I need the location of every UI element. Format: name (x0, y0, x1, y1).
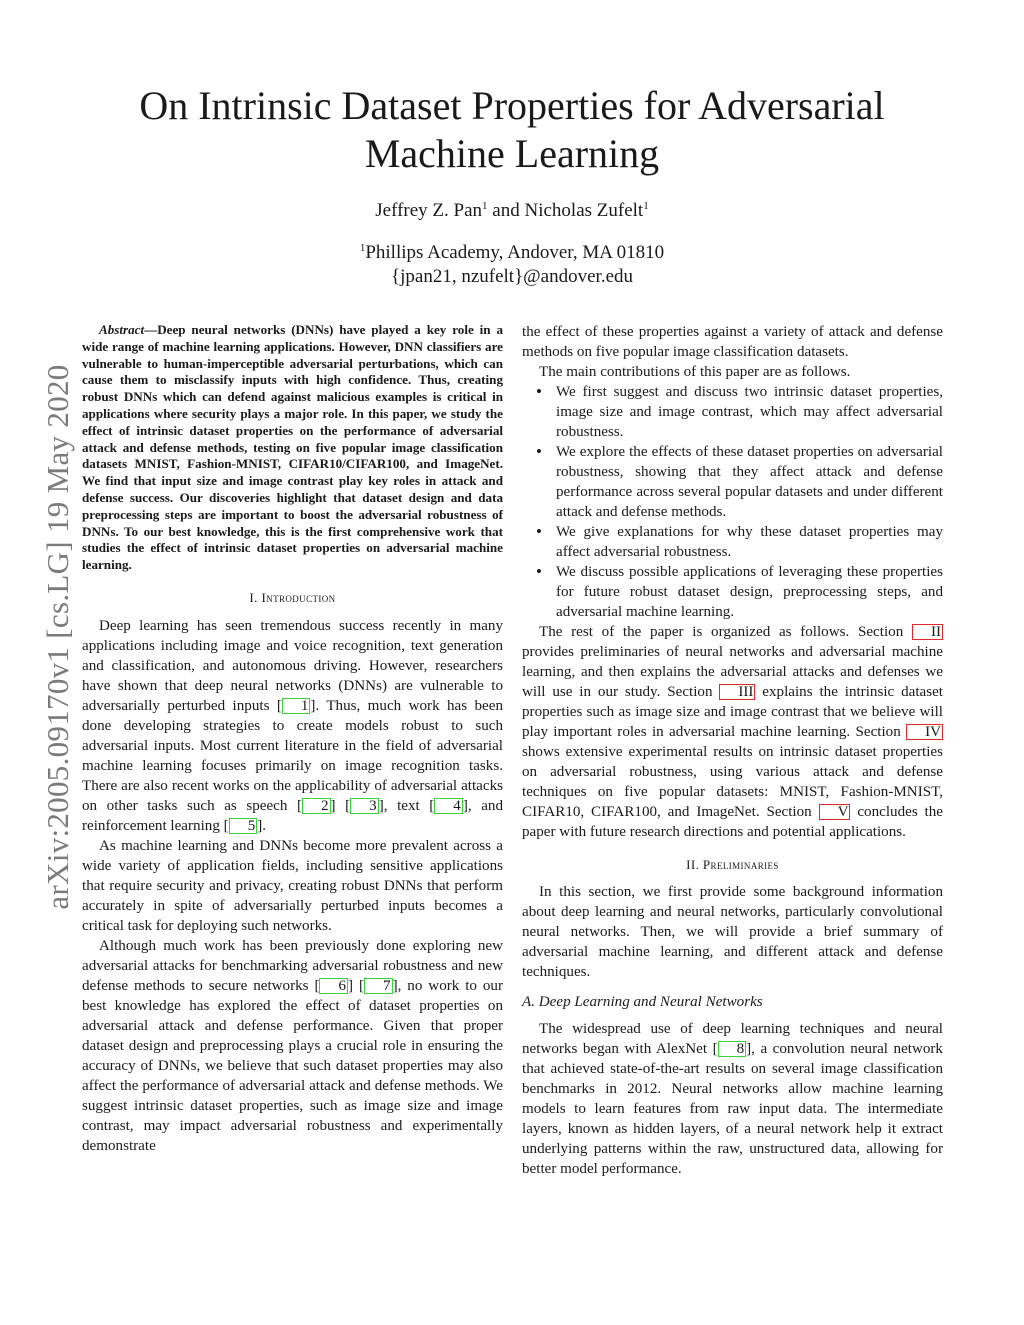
section-heading-preliminaries (522, 855, 943, 875)
paragraph-text: provides preliminaries of neural networks and adversarial machine learning, and then explains the adversarial attacks and defenses we will use in our study. Section (522, 644, 943, 700)
affiliation-marker: 1 (643, 200, 649, 212)
paragraph-text: shows extensive experimental results on intrinsic dataset properties on adversarial robustness, using various attack and defense techniques on five popular datasets: MNIST, Fashion-MNIST, CIFAR10, CIFAR100, and ImageNet. Section (522, 744, 943, 820)
author-conjunction: and (492, 200, 520, 221)
abstract-label: Abstract (99, 322, 145, 337)
intro-continuation: the effect of these properties against a variety of attack and defense methods on five popular image classification datasets. (522, 324, 943, 360)
author-name: Nicholas Zufelt (524, 200, 644, 221)
citation-link[interactable]: 4 (434, 798, 463, 814)
contributions-list (522, 382, 943, 622)
section-title: Introduction (261, 589, 336, 605)
paragraph-text: The widespread use of deep learning techniques and neural networks began with AlexNet (522, 1021, 943, 1057)
list-item: • We explore the effects of these dataset properties on adversarial robustness, showing that they affect attack and defense performance across several popular datasets and under different attack and defense methods. (522, 442, 943, 522)
citation-link[interactable]: 1 (282, 698, 311, 714)
author-emails: {jpan21, nzufelt}@andover.edu (390, 266, 634, 287)
section-number: I. (249, 589, 258, 605)
organization-paragraph (522, 622, 943, 842)
paragraph-text: explains the intrinsic dataset properties such as image size and image contrast that we believe will play important roles in adversarial machine learning. Section (522, 684, 943, 740)
section-title: Preliminaries (702, 857, 779, 872)
paragraph-text: . (262, 817, 267, 834)
citation-link[interactable]: 6 (319, 978, 348, 994)
citation-link[interactable]: 8 (718, 1041, 747, 1057)
abstract-text: —Deep neural networks (DNNs) have played a key role in a wide range of machine learning applications. However, DNN classifiers are vulnerable to human-imperceptible adversarial perturbations, which can cause them to misclassify inputs with high confidence. Thus, creating robust DNNs which can defend against malicious examples is critical in applications where security plays a major role. In this paper, we study the effect of intrinsic dataset properties on the performance of adversarial attack and defense methods, testing on five popular image classification datasets MNIST, Fashion-MNIST, CIFAR10/CIFAR100, and ImageNet. We find that input size and image contrast play key roles in attack and defense success. Our discoveries highlight that dataset design and data preprocessing steps are important to boost the adversarial robustness of DNNs. To our best knowledge, this is the first comprehensive work that studies the effect of intrinsic dataset properties on adversarial machine learning. (82, 322, 503, 573)
section-link[interactable]: II (912, 624, 943, 640)
abstract (82, 322, 503, 574)
list-item: • We give explanations for why these dataset properties may affect adversarial robustness. (522, 522, 943, 562)
intro-paragraph-3: Although much work has been previously done exploring new adversarial attacks for benchmarking adversarial robustness and new defense methods to secure networks [ 6 ] [ 7 ], no work to our best knowledge has explored the effect of dataset properties on adversarial attack and defense performance. Given that proper dataset design and preprocessing plays a crucial role in ensuring the accuracy of DNNs, we believe that such dataset properties may also affect the performance of adversarial attack and defense methods. We suggest intrinsic dataset properties, such as image size and image contrast, may impact adversarial robustness and experimentally demonstrate (82, 937, 504, 1154)
right-column (522, 322, 943, 1179)
list-item: • We discuss possible applications of leveraging these properties for future robust dataset design, preprocessing steps, and adversarial machine learning. (522, 562, 943, 622)
paragraph-text: Deep learning has seen tremendous success recently in many applications including image and voice recognition, text generation and classification, and autonomous driving. However, researchers have shown that deep neural networks (DNNs) are vulnerable to adversarially perturbed inputs (82, 617, 503, 714)
paragraph-text: , and reinforcement learning (82, 797, 503, 834)
section-number: II. (686, 857, 700, 872)
arxiv-stamp: arXiv:2005.09170v1 [cs.LG] 19 May 2020 (40, 364, 75, 910)
affiliation-marker: 1 (482, 200, 488, 212)
list-item: • We first suggest and discuss two intrinsic dataset properties, image size and image contrast, which may affect adversarial robustness. (522, 382, 943, 442)
affiliation-block (80, 241, 944, 289)
paragraph-text: , text (383, 797, 430, 814)
intro-paragraph-2: As machine learning and DNNs become more prevalent across a wide variety of application fields, including sensitive applications that require security and privacy, creating robust DNNs that perform accurately in spite of adversarially perturbed inputs becomes a critical task for deploying such networks. (82, 837, 503, 934)
paragraph-text: Although much work has been previously done exploring new adversarial attacks for benchmarking adversarial robustness and new defense methods to secure networks (82, 937, 503, 994)
section-link[interactable]: V (819, 804, 851, 820)
paragraph-text: , no work to our best knowledge has explored the effect of dataset properties on adversarial attack and defense performance. Given that proper dataset design and preprocessing plays a crucial role in ensuring the accuracy of DNNs, we believe that such dataset properties may also affect the performance of adversarial attack and defense methods. We suggest intrinsic dataset properties, such as image size and image contrast, may impact adversarial robustness and experimentally demonstrate (82, 977, 504, 1154)
section-heading-introduction (82, 588, 503, 608)
contributions-intro: The main contributions of this paper are as follows. (539, 364, 851, 380)
citation-link[interactable]: 7 (364, 978, 393, 994)
section-link[interactable]: III (719, 684, 755, 700)
section-link[interactable]: IV (906, 724, 943, 740)
citation-link[interactable]: 5 (229, 818, 258, 834)
left-column (82, 322, 503, 1156)
paragraph-text: concludes the paper with future research directions and potential applications. (522, 804, 943, 840)
preliminaries-paragraph-2: The widespread use of deep learning techniques and neural networks began with AlexNet [ 8 ], a convolution neural network that achieved state-of-the-art results on several image classification benchmarks in 2012. Neural networks allow machine learning models to learn features from raw input data. The intermediate layers, known as hidden layers, of a neural network help it extract underlying patterns within the raw, unstructured data, allowing for better model performance. (522, 1021, 943, 1177)
intro-paragraph-1: Deep learning has seen tremendous success recently in many applications including image and voice recognition, text generation and classification, and autonomous driving. However, researchers have shown that deep neural networks (DNNs) are vulnerable to adversarially perturbed inputs [ 1 ]. Thus, much work has been done developing strategies to create models robust to such adversarial inputs. Most current literature in the field of adversarial machine learning focuses primarily on image recognition tasks. There are also recent works on the applicability of adversarial attacks on other tasks such as speech [ 2 ] [ 3 ], text [ 4 ], and reinforcement learning [ 5 ]. (82, 617, 504, 834)
preliminaries-paragraph-1: In this section, we first provide some background information about deep learning and neural networks, particularly convolutional neural networks. Then, we will provide a brief summary of adversarial machine learning, and different attack and defense techniques. (522, 884, 943, 980)
citation-link[interactable]: 2 (302, 798, 331, 814)
paragraph-text: . Thus, much work has been done developing strategies to create models robust to such adversarial inputs. Most current literature in the field of adversarial machine learning focuses primarily on image recognition tasks. There are also recent works on the applicability of adversarial attacks on other tasks such as speech (82, 697, 504, 814)
citation-link[interactable]: 3 (350, 798, 379, 814)
paragraph-text: The rest of the paper is organized as follows. Section (539, 624, 912, 640)
paragraph-text: , a convolution neural network that achieved state-of-the-art results on several image classification benchmarks in 2012. Neural networks allow machine learning models to learn features from raw input data. The intermediate layers, known as hidden layers, of a neural network help it extract underlying patterns within the raw, unstructured data, allowing for better model performance. (522, 1041, 943, 1177)
author-line (80, 200, 944, 222)
author-name: Jeffrey Z. Pan (375, 200, 483, 221)
subsection-heading: A. Deep Learning and Neural Networks (522, 994, 763, 1010)
affiliation-institution-line (80, 241, 944, 265)
affiliation-marker: 1 (359, 242, 366, 254)
paper-title: On Intrinsic Dataset Properties for Adversarial Machine Learning (139, 83, 885, 176)
affiliation-institution: Phillips Academy, Andover, MA 01810 (365, 242, 665, 263)
